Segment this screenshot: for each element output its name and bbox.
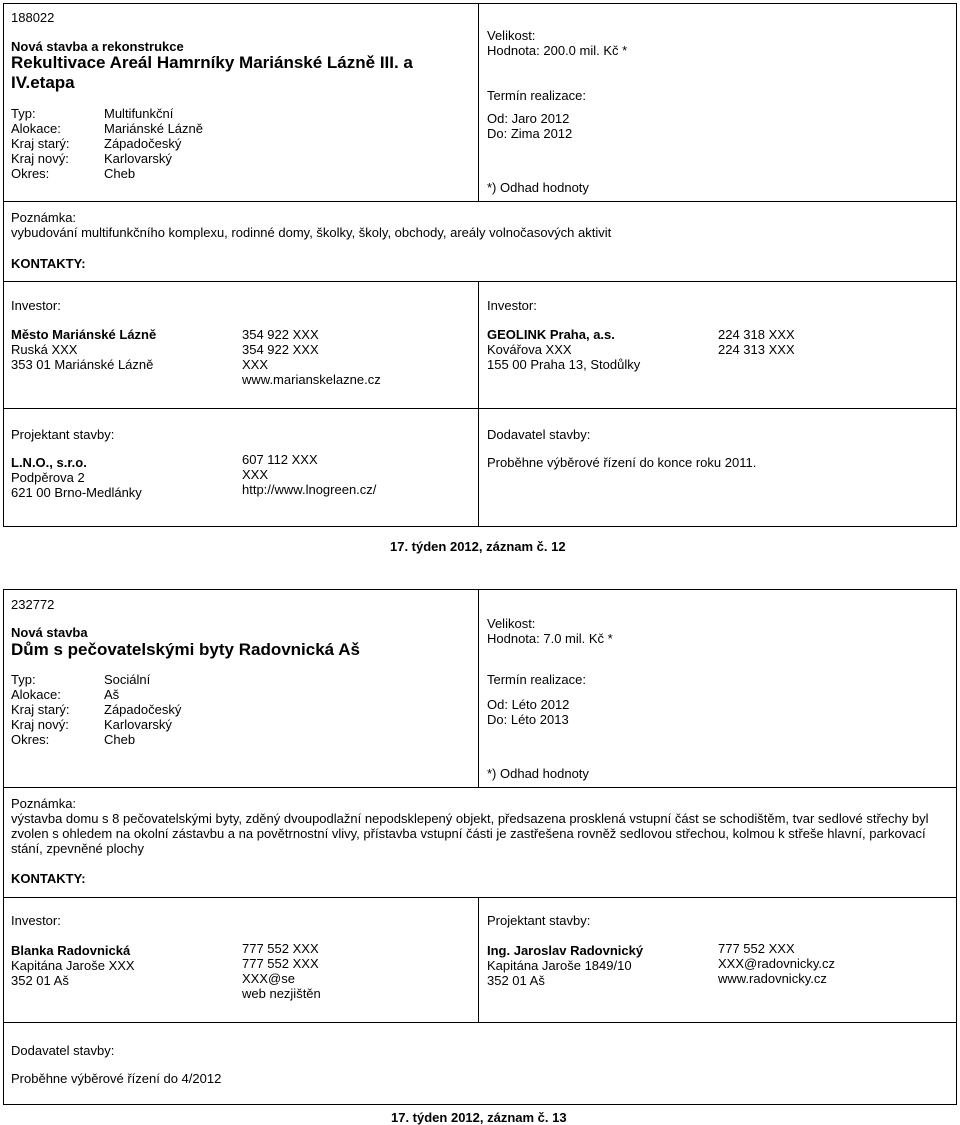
contact-4-text: Proběhne výběrové řízení do konce roku 2011. xyxy=(487,455,757,470)
contact-2-phone-2: 224 313 XXX xyxy=(718,342,795,357)
contact-1-email: XXX xyxy=(242,357,269,372)
poznamka-text-line-2: zvolen s ohledem na okolní zástavbu a na povětrnostní vlivy, přístavba vstupní části je zastřešena rovněž sedlovou střechou, kolmou k střeše hlavní, parkovací xyxy=(11,826,926,841)
record-card-188022 xyxy=(3,3,957,527)
record-1-header-divider xyxy=(478,3,479,201)
contact-4-role: Dodavatel stavby: xyxy=(487,427,591,442)
contact-4-text: Proběhne výběrové řízení do 4/2012 xyxy=(11,1071,222,1086)
label-okres: Okres: xyxy=(11,732,50,747)
contact-2-web-link[interactable]: www.radovnicky.cz xyxy=(718,971,827,986)
value-typ: Sociální xyxy=(104,672,151,687)
record-2-contacts-divider xyxy=(478,897,479,1022)
velikost-label: Velikost: xyxy=(487,28,536,43)
value-kraj-stary: Západočeský xyxy=(104,702,182,717)
termin-do: Do: Zima 2012 xyxy=(487,126,573,141)
contact-2-name: Ing. Jaroslav Radovnický xyxy=(487,943,644,958)
hodnota-value: Hodnota: 200.0 mil. Kč * xyxy=(487,43,628,58)
value-kraj-stary: Západočeský xyxy=(104,136,182,151)
contact-1-role: Investor: xyxy=(11,913,61,928)
record-card-232772 xyxy=(3,589,957,1105)
record-1-contacts-divider xyxy=(478,281,479,527)
contact-2-street: Kovářova XXX xyxy=(487,342,572,357)
contact-3-city: 621 00 Brno-Medlánky xyxy=(11,485,142,500)
contact-1-web-link[interactable]: www.marianskelazne.cz xyxy=(242,372,381,387)
record-id: 232772 xyxy=(11,597,55,612)
value-alokace: Aš xyxy=(104,687,120,702)
contact-1-street: Ruská XXX xyxy=(11,342,78,357)
record-title: Dům s pečovatelskými byty Radovnická Aš xyxy=(11,640,360,659)
contact-4-role: Dodavatel stavby: xyxy=(11,1043,115,1058)
contact-1-phone-1: 354 922 XXX xyxy=(242,327,319,342)
contact-1-street: Kapitána Jaroše XXX xyxy=(11,958,135,973)
contact-2-city: 352 01 Aš xyxy=(487,973,545,988)
contact-3-email: XXX xyxy=(242,467,269,482)
contact-1-role: Investor: xyxy=(11,298,61,313)
record-kind: Nová stavba a rekonstrukce xyxy=(11,39,184,54)
hodnota-value: Hodnota: 7.0 mil. Kč * xyxy=(487,631,613,646)
contact-3-web-link[interactable]: http://www.lnogreen.cz/ xyxy=(242,482,377,497)
odhad-note: *) Odhad hodnoty xyxy=(487,180,589,195)
record-2-contacts-mid-line xyxy=(3,1022,957,1023)
poznamka-label: Poznámka: xyxy=(11,210,77,225)
contact-1-city: 352 01 Aš xyxy=(11,973,69,988)
record-2-header-divider xyxy=(478,589,479,787)
contact-3-street: Podpěrova 2 xyxy=(11,470,85,485)
contact-3-name: L.N.O., s.r.o. xyxy=(11,455,87,470)
label-typ: Typ: xyxy=(11,672,36,687)
termin-label: Termín realizace: xyxy=(487,88,586,103)
velikost-label: Velikost: xyxy=(487,616,536,631)
record-id: 188022 xyxy=(11,10,55,25)
contact-1-web: web nezjištěn xyxy=(242,986,321,1001)
value-kraj-novy: Karlovarský xyxy=(104,151,172,166)
contact-2-phone: 777 552 XXX xyxy=(718,941,795,956)
contact-1-city: 353 01 Mariánské Lázně xyxy=(11,357,154,372)
kontakty-heading: KONTAKTY: xyxy=(11,256,86,271)
value-kraj-novy: Karlovarský xyxy=(104,717,172,732)
label-alokace: Alokace: xyxy=(11,687,61,702)
contact-1-phone-2: 354 922 XXX xyxy=(242,342,319,357)
value-alokace: Mariánské Lázně xyxy=(104,121,203,136)
label-kraj-stary: Kraj starý: xyxy=(11,702,70,717)
termin-do: Do: Léto 2013 xyxy=(487,712,569,727)
value-okres: Cheb xyxy=(104,166,136,181)
contact-1-phone-2: 777 552 XXX xyxy=(242,956,319,971)
value-typ: Multifunkční xyxy=(104,106,174,121)
contact-3-phone: 607 112 XXX xyxy=(242,452,318,467)
record-kind: Nová stavba xyxy=(11,625,88,640)
contact-2-name: GEOLINK Praha, a.s. xyxy=(487,327,615,342)
contact-2-city: 155 00 Praha 13, Stodůlky xyxy=(487,357,641,372)
record-2-header-bottom-line xyxy=(3,787,957,788)
record-1-contacts-mid-line xyxy=(3,408,957,409)
contact-2-role: Investor: xyxy=(487,298,537,313)
record-2-contacts-line xyxy=(3,897,957,898)
contact-1-phone-1: 777 552 XXX xyxy=(242,941,319,956)
record-1-contacts-line xyxy=(3,281,957,282)
label-typ: Typ: xyxy=(11,106,36,121)
odhad-note: *) Odhad hodnoty xyxy=(487,766,589,781)
record-1-header-bottom-line xyxy=(3,201,957,202)
termin-label: Termín realizace: xyxy=(487,672,586,687)
poznamka-text: vybudování multifunkčního komplexu, rodinné domy, školky, školy, obchody, areály volnočasových aktivit xyxy=(11,225,612,240)
contact-1-name: Blanka Radovnická xyxy=(11,943,131,958)
termin-od: Od: Jaro 2012 xyxy=(487,111,570,126)
label-kraj-novy: Kraj nový: xyxy=(11,717,69,732)
label-okres: Okres: xyxy=(11,166,50,181)
value-okres: Cheb xyxy=(104,732,136,747)
contact-2-street: Kapitána Jaroše 1849/10 xyxy=(487,958,632,973)
kontakty-heading: KONTAKTY: xyxy=(11,871,86,886)
contact-1-email: XXX@se xyxy=(242,971,295,986)
poznamka-text-line-3: stání, zpevněné plochy xyxy=(11,841,144,856)
poznamka-label: Poznámka: xyxy=(11,796,77,811)
record-title-line-2: IV.etapa xyxy=(11,73,75,92)
label-alokace: Alokace: xyxy=(11,121,61,136)
contact-2-role: Projektant stavby: xyxy=(487,913,591,928)
termin-od: Od: Léto 2012 xyxy=(487,697,570,712)
contact-3-role: Projektant stavby: xyxy=(11,427,115,442)
record-2-footer: 17. týden 2012, záznam č. 13 xyxy=(391,1110,567,1125)
poznamka-text-line-1: výstavba domu s 8 pečovatelskými byty, zděný dvoupodlažní nepodsklepený objekt, předsazena prosklená vstupní část se schodištěm, tvar sedlové střechy byl xyxy=(11,811,929,826)
contact-2-email[interactable]: XXX@radovnicky.cz xyxy=(718,956,835,971)
label-kraj-novy: Kraj nový: xyxy=(11,151,69,166)
record-1-footer: 17. týden 2012, záznam č. 12 xyxy=(390,539,566,554)
record-title-line-1: Rekultivace Areál Hamrníky Mariánské Lázně III. a xyxy=(11,53,413,72)
contact-2-phone-1: 224 318 XXX xyxy=(718,327,795,342)
label-kraj-stary: Kraj starý: xyxy=(11,136,70,151)
contact-1-name: Město Mariánské Lázně xyxy=(11,327,157,342)
